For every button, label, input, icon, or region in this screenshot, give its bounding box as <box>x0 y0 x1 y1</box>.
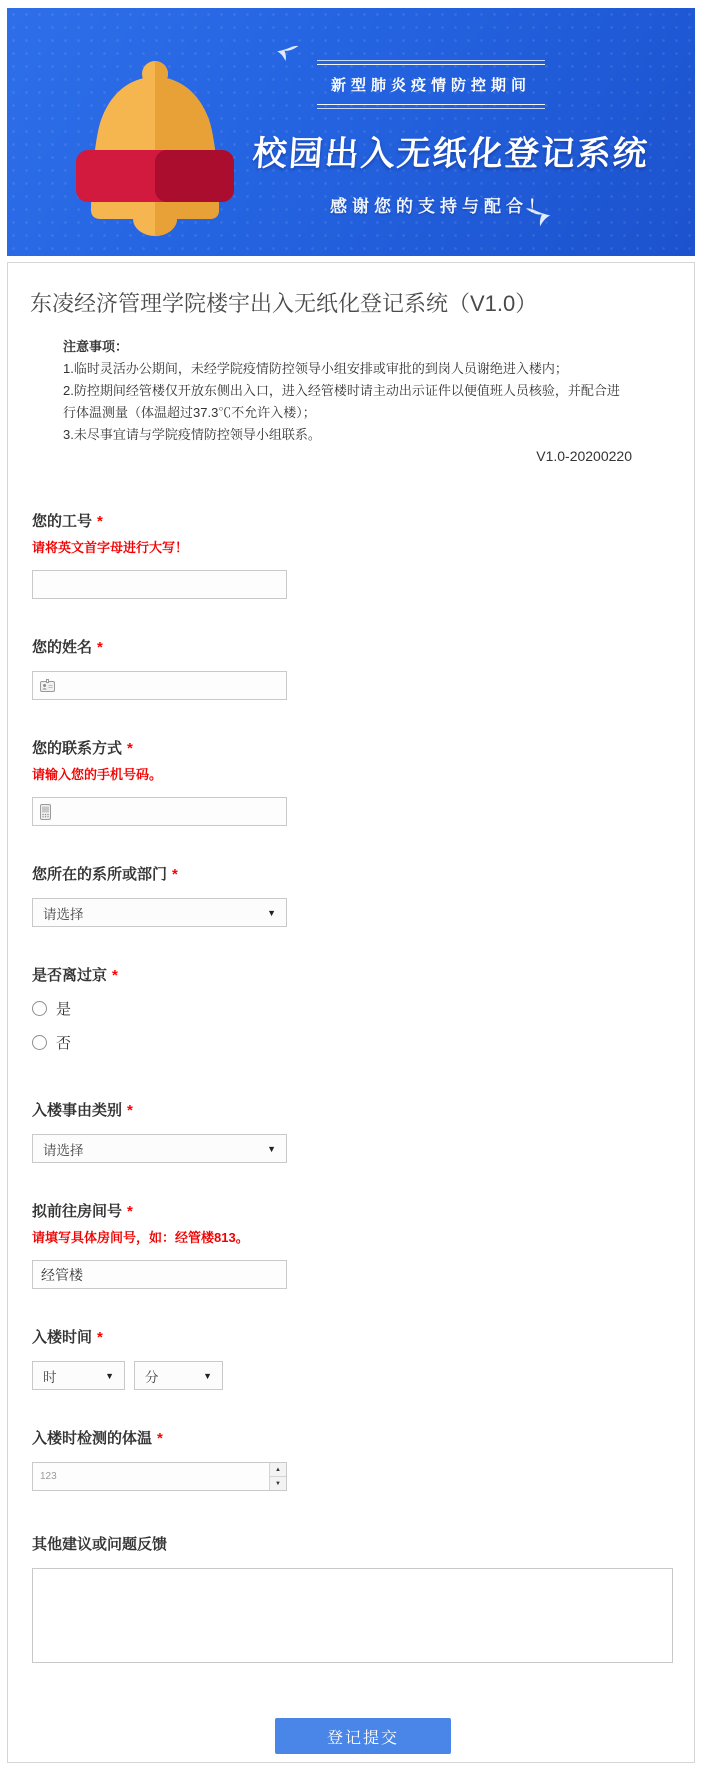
name-label: 您的姓名 * <box>32 639 103 656</box>
feedback-textarea[interactable] <box>32 1568 673 1663</box>
department-select[interactable] <box>32 898 287 927</box>
dropdown-arrow-icon: ▼ <box>267 1143 276 1154</box>
required-marker: * <box>97 639 103 656</box>
contact-input[interactable] <box>51 798 286 825</box>
notice-line: 1.临时灵活办公期间，未经学院疫情防控领导小组安排或审批的到岗人员谢绝进入楼内； <box>63 361 568 376</box>
dove-icon-top <box>271 40 300 66</box>
radio-label[interactable]: 否 <box>56 1035 72 1052</box>
entry-reason-label: 入楼事由类别 * <box>32 1102 133 1119</box>
spinner-down-button[interactable]: ▼ <box>270 1477 286 1490</box>
radio-circle[interactable] <box>32 1001 47 1016</box>
field-room-number <box>32 1200 694 1289</box>
submit-button[interactable]: 登记提交 <box>275 1718 451 1754</box>
id-card-icon <box>40 679 55 692</box>
registration-form <box>32 510 694 1754</box>
entry-reason-selected-value: 请选择 <box>43 1142 84 1158</box>
minute-select[interactable] <box>134 1361 223 1390</box>
banner-subtitle: 感谢您的支持与配合！ <box>330 197 550 216</box>
numeric-icon: 123 <box>40 1471 57 1482</box>
required-marker: * <box>97 1329 103 1346</box>
field-entry-reason <box>32 1099 694 1163</box>
radio-label[interactable]: 是 <box>56 1001 72 1018</box>
notice-block <box>63 336 632 446</box>
ribbon-label: 新型肺炎疫情防控期间 <box>317 64 545 105</box>
dropdown-arrow-icon: ▼ <box>267 907 276 918</box>
banner <box>7 8 695 256</box>
feedback-label: 其他建议或问题反馈 <box>32 1536 168 1553</box>
left-beijing-label: 是否离过京 * <box>32 967 118 984</box>
field-feedback <box>32 1533 694 1668</box>
required-marker: * <box>127 1102 133 1119</box>
spinner-up-button[interactable]: ▲ <box>270 1463 286 1477</box>
department-label: 您所在的系所或部门 * <box>32 866 178 883</box>
employee-id-input[interactable] <box>33 571 286 598</box>
field-department <box>32 863 694 927</box>
radio-left-beijing-yes[interactable] <box>32 998 694 1019</box>
field-contact <box>32 737 694 826</box>
entry-time-label: 入楼时间 * <box>32 1329 103 1346</box>
notice-line: 2.防控期间经管楼仅开放东侧出入口，进入经管楼时请主动出示证件以便值班人员核验，并配合进行体温测量（体温超过37.3℃不允许入楼）； <box>63 383 620 420</box>
mobile-phone-icon <box>40 804 51 820</box>
employee-id-label: 您的工号 * <box>32 513 103 530</box>
dropdown-arrow-icon: ▼ <box>203 1370 212 1381</box>
field-name <box>32 636 694 700</box>
department-selected-value: 请选择 <box>43 906 84 922</box>
hour-select[interactable] <box>32 1361 125 1390</box>
contact-label: 您的联系方式 * <box>32 740 133 757</box>
radio-circle[interactable] <box>32 1035 47 1050</box>
dropdown-arrow-icon: ▼ <box>105 1370 114 1381</box>
required-marker: * <box>157 1430 163 1447</box>
notice-line: 3.未尽事宜请与学院疫情防控领导小组联系。 <box>63 427 321 442</box>
minute-selected-value: 分 <box>145 1369 159 1385</box>
required-marker: * <box>127 740 133 757</box>
room-number-note: 请填写具体房间号，如：经管楼813。 <box>32 1230 249 1245</box>
employee-id-note: 请将英文首字母进行大写！ <box>32 540 189 555</box>
required-marker: * <box>172 866 178 883</box>
field-employee-id <box>32 510 694 599</box>
room-number-input[interactable] <box>33 1261 286 1288</box>
temperature-input[interactable] <box>57 1463 269 1490</box>
hour-selected-value: 时 <box>43 1369 57 1385</box>
contact-note: 请输入您的手机号码。 <box>32 767 163 782</box>
name-input[interactable] <box>55 672 286 699</box>
bell-icon <box>69 52 241 238</box>
page-title: 东凌经济管理学院楼宇出入无纸化登记系统（V1.0） <box>30 291 538 316</box>
version-text: V1.0-20200220 <box>536 448 632 464</box>
room-number-label: 拟前往房间号 * <box>32 1203 133 1220</box>
notice-heading: 注意事项： <box>63 339 129 354</box>
radio-left-beijing-no[interactable] <box>32 1032 694 1053</box>
required-marker: * <box>97 513 103 530</box>
temperature-label: 入楼时检测的体温 * <box>32 1430 163 1447</box>
field-entry-time <box>32 1326 694 1390</box>
required-marker: * <box>112 967 118 984</box>
content-card <box>7 262 695 1763</box>
number-spinner <box>269 1463 286 1490</box>
entry-reason-select[interactable] <box>32 1134 287 1163</box>
submit-row <box>32 1718 694 1754</box>
field-left-beijing <box>32 964 694 1053</box>
required-marker: * <box>127 1203 133 1220</box>
banner-title: 校园出入无纸化登记系统 <box>251 135 651 173</box>
field-temperature <box>32 1427 694 1491</box>
